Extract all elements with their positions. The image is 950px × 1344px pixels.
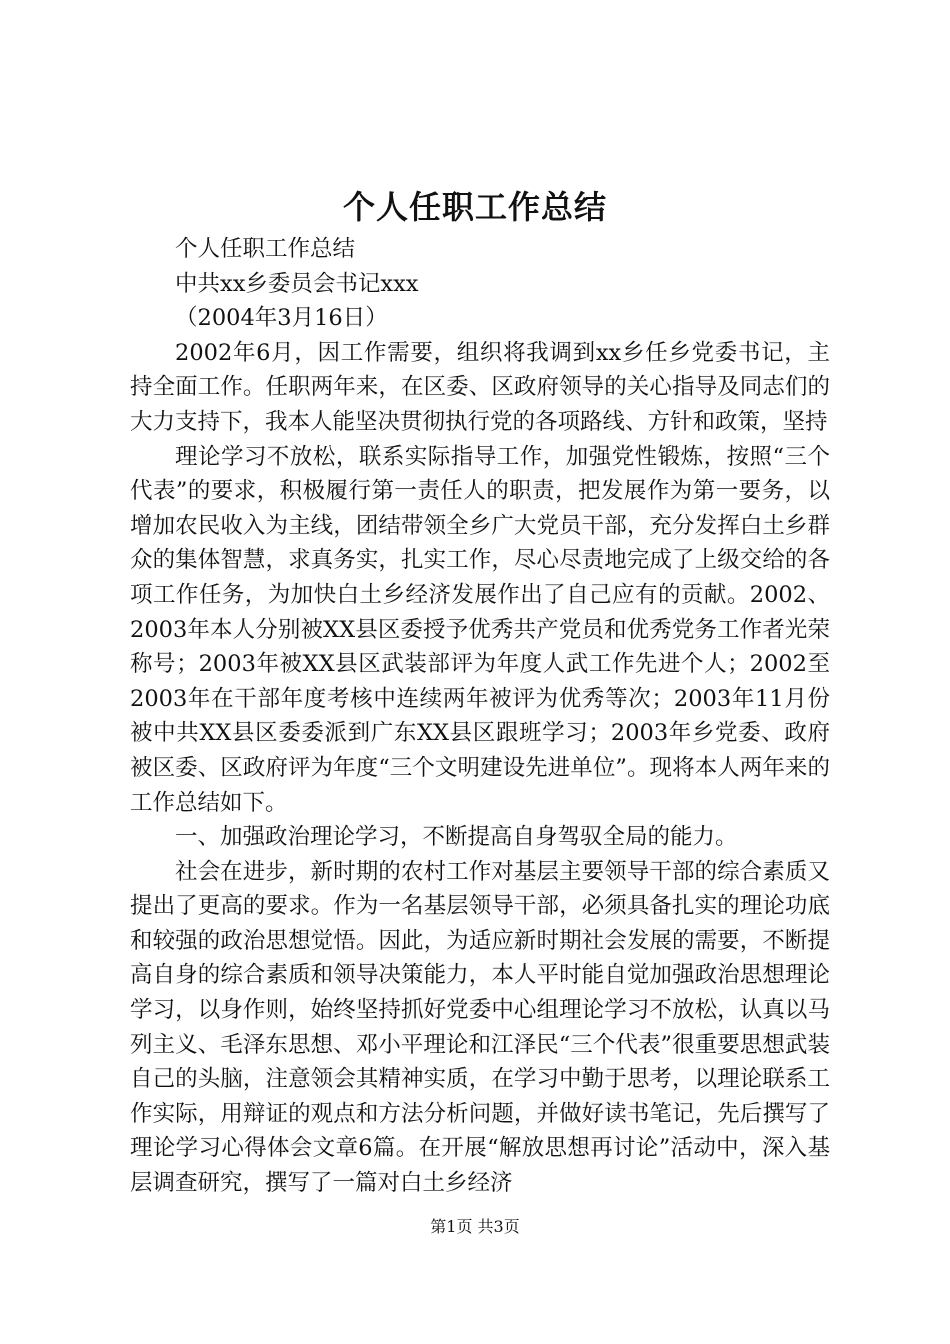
body-paragraph: 理论学习不放松，联系实际指导工作，加强党性锻炼，按照“三个代表”的要求，积极履行第一责任人的职责，把发展作为第一要务，以增加农民收入为主线，团结带领全乡广大党员干部，充分发挥白土乡群众的集体智慧，求真务实，扎实工作，尽心尽责地完成了上级交给的各项工作任务，为加快白土乡经济发展作出了自己应有的贡献。2002、2003年本人分别被XX县区委授予优秀共产党员和优秀党务工作者光荣称号；2003年被XX县区武装部评为年度人武工作先进个人；2002至2003年在干部年度考核中连续两年被评为优秀等次；2003年11月份被中共XX县区委委派到广东XX县区跟班学习；2003年乡党委、政府被区委、区政府评为年度“三个文明建设先进单位”。现将本人两年来的工作总结如下。: [130, 443, 830, 816]
document-body: [130, 232, 830, 1201]
document-title: 个人任职工作总结: [342, 188, 607, 226]
subtitle-heading: 个人任职工作总结: [175, 236, 356, 262]
body-paragraph: 2002年6月，因工作需要，组织将我调到xx乡任乡党委书记，主持全面工作。任职两年来，在区委、区政府领导的关心指导及同志们的大力支持下，我本人能坚决贯彻执行党的各项路线、方针和政策，坚持: [130, 339, 830, 435]
body-paragraph: 社会在进步，新时期的农村工作对基层主要领导干部的综合素质又提出了更高的要求。作为一名基层领导干部，必须具备扎实的理论功底和较强的政治思想觉悟。因此，为适应新时期社会发展的需要，不断提高自身的综合素质和领导决策能力，本人平时能自觉加强政治思想理论学习，以身作则，始终坚持抓好党委中心组理论学习不放松，认真以马列主义、毛泽东思想、邓小平理论和江泽民“三个代表”很重要思想武装自己的头脑，注意领会其精神实质，在学习中勤于思考，以理论联系工作实际，用辩证的观点和方法分析问题，并做好读书笔记，先后撰写了理论学习心得体会文章6篇。在开展“解放思想再讨论”活动中，深入基层调查研究，撰写了一篇对白土乡经济: [130, 858, 830, 1197]
page-number: 第1页 共3页: [430, 1217, 520, 1236]
section-heading: 一、加强政治理论学习，不断提高自身驾驭全局的能力。: [175, 824, 738, 851]
date-line: （2004年3月16日）: [175, 305, 388, 332]
author-line: 中共xx乡委员会书记xxx: [175, 270, 419, 297]
